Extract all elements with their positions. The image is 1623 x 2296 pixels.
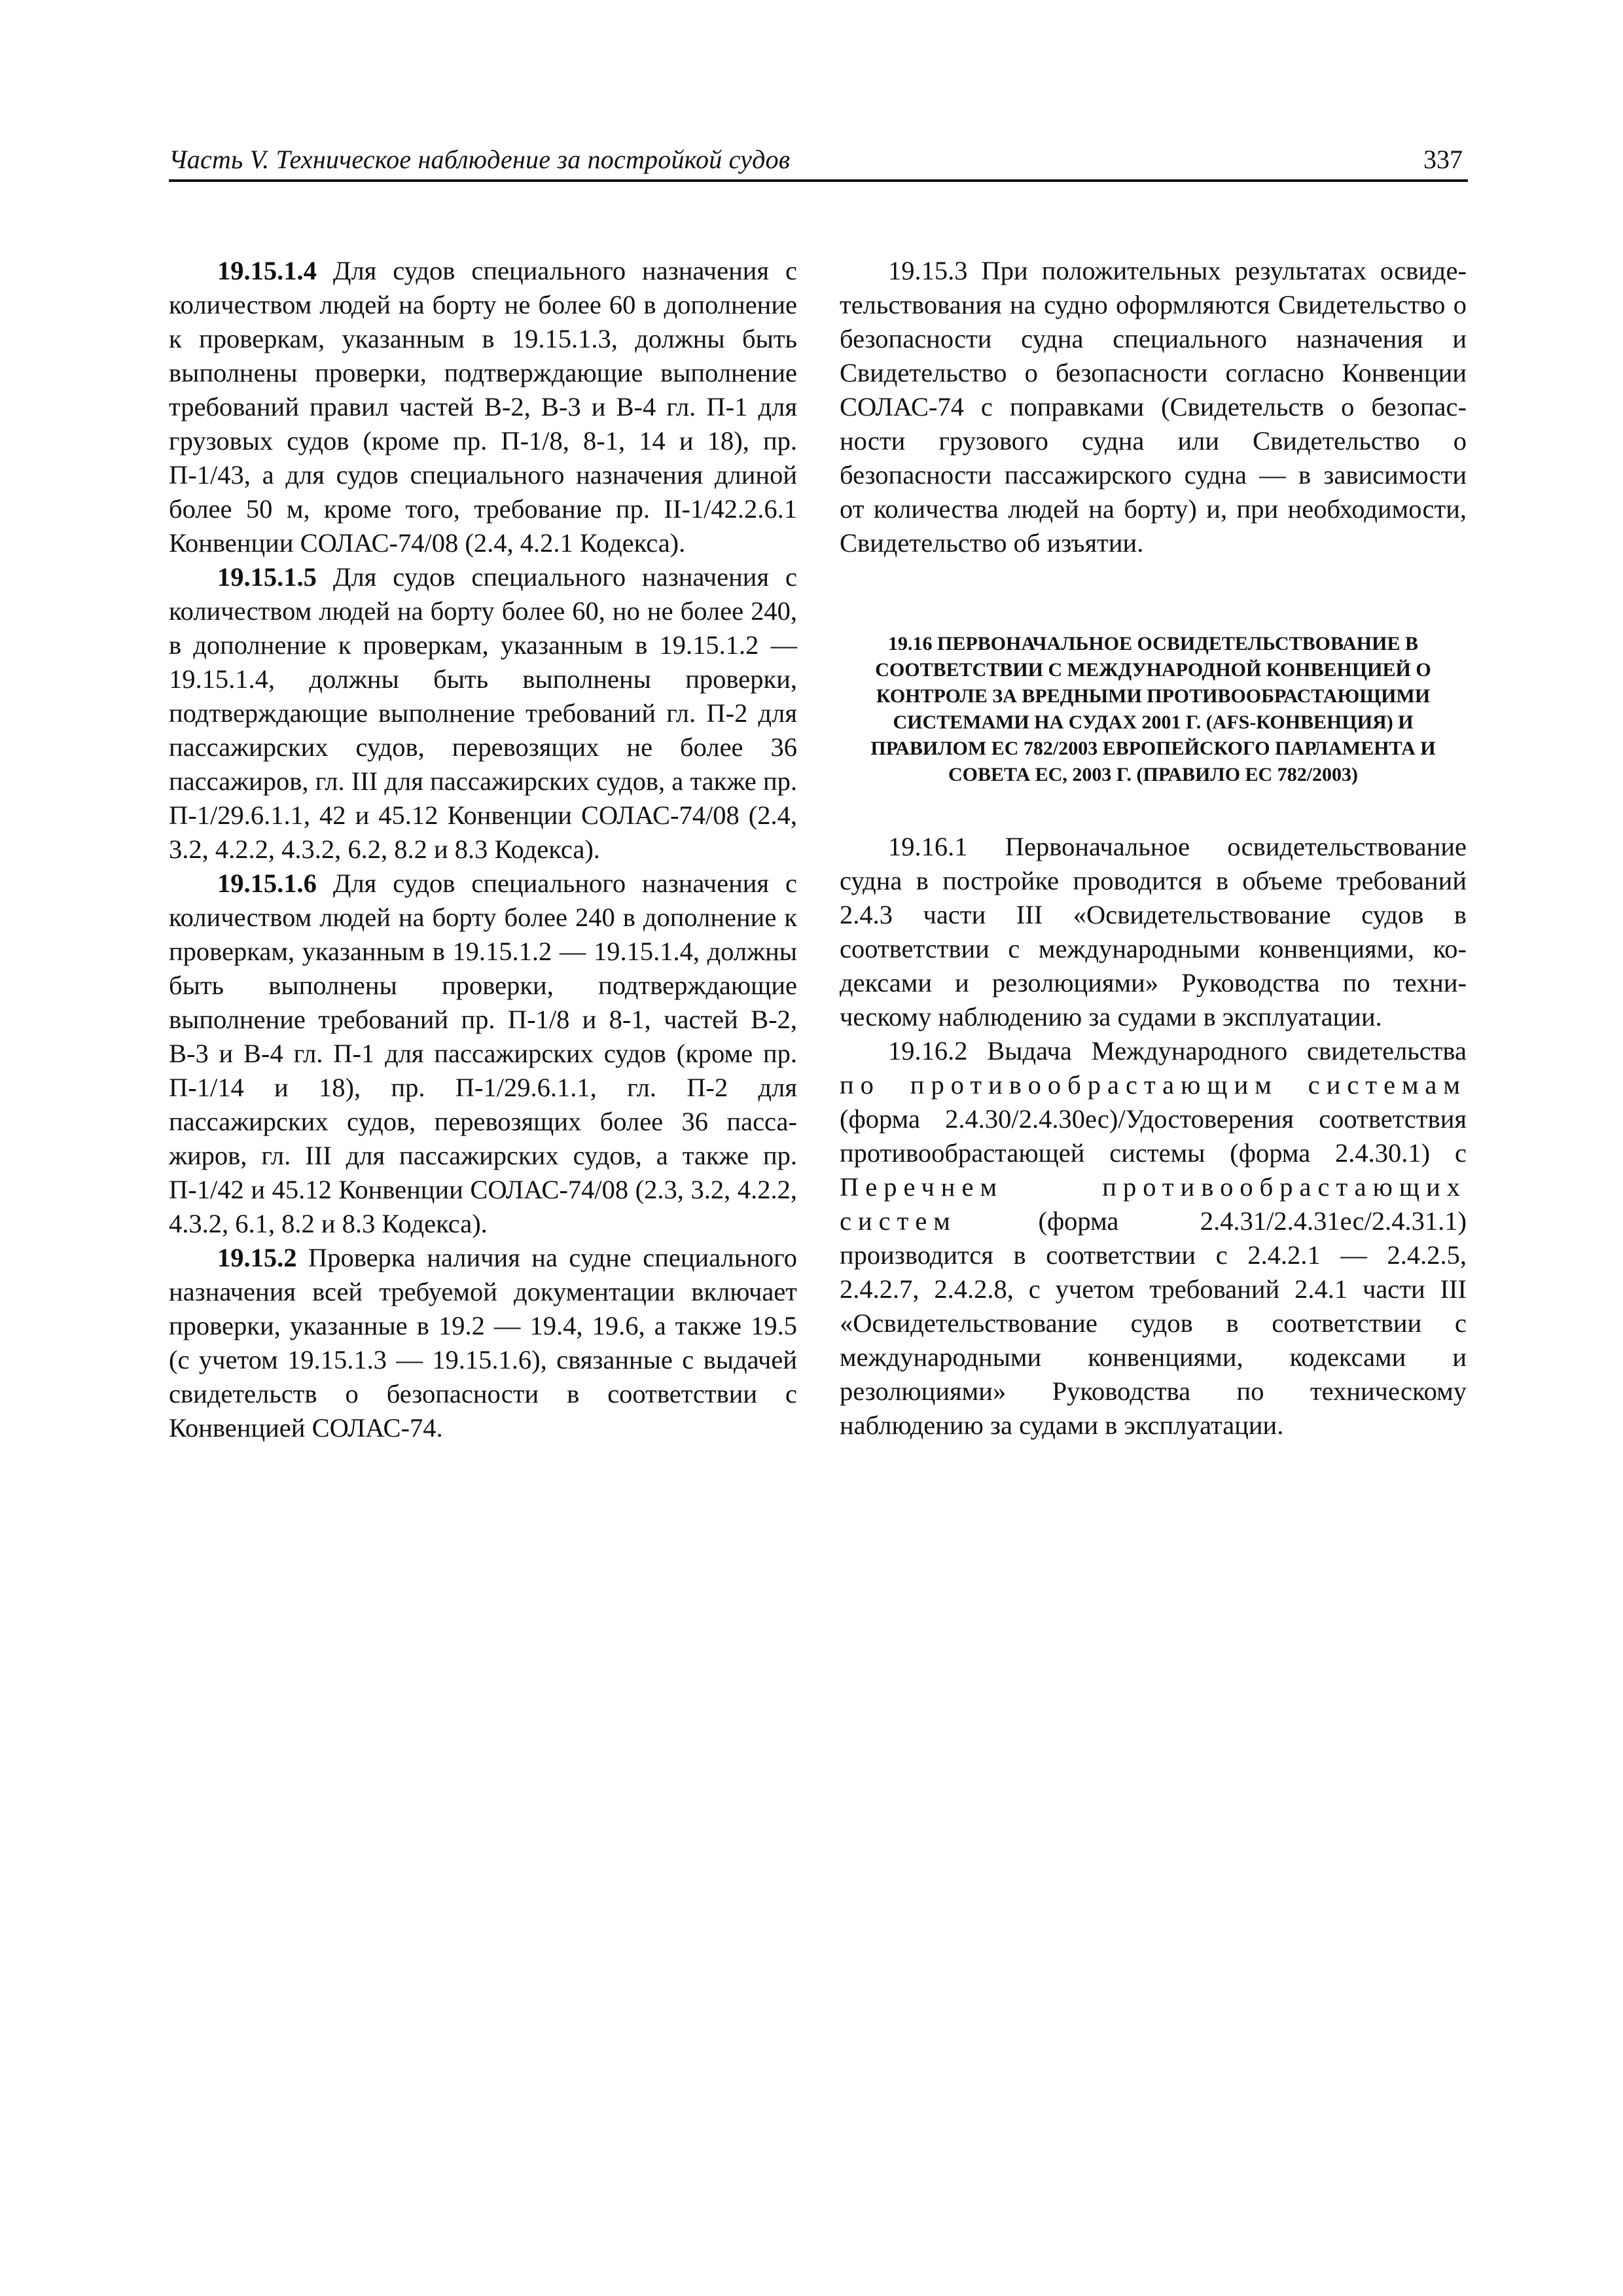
paragraph-19-15-1-5 [169,560,797,867]
paragraph-19-16-1 [840,830,1467,1034]
paragraph-number: 19.15.1.5 [217,562,317,592]
paragraph-19-16-2 [840,1034,1467,1443]
paragraph-19-15-3 [840,254,1467,560]
paragraph-number: 19.15.2 [217,1243,297,1272]
paragraph-number: 19.16.2 [888,1036,968,1066]
paragraph-text: (форма 2.4.30/2.4.30ес)/Удостоверения соответствия противообрастающей системы (форма 2.4.30.1) с [840,1104,1467,1168]
paragraph-number: 19.15.1.4 [217,256,317,285]
paragraph-19-15-1-4 [169,254,797,560]
paragraph-number: 19.15.1.6 [217,869,317,898]
paragraph-text: Для судов специального назначения с количеством людей на борту не более 60 в дополнение к проверкам, указанным в 19.15.1.3, должны быть выполнены проверки, подтверждающие выполнение требований правил частей В-2, В-3 и В-4 гл. П-1 для грузовых судов (кроме пр. П-1/8, 8-1, 14 и 18), пр. П-1/43, а для судов специального назначения длиной более 50 м, кроме того, требование пр. II-1/42.2.6.1 Конвенции СОЛАС-74/08 (2.4, 4.2.1 Кодекса). [169,256,797,558]
paragraph-text: При положительных результатах освидетельствования на судно оформляются Свидетельство о безопасности судна специального назначения и Свидетельство о безопасности согласно Конвенции СОЛАС-74 с поправками (Свидетельств о безопасности грузового судна или Свидетельство о безопасности пассажирского судна — в зависимости от количества людей на борту) и, при необходимости, Свидетельство об изъятии. [840,256,1467,558]
page-number: 337 [1423,145,1463,174]
paragraph-text: Для судов специального назначения с количеством людей на борту более 60, но не более 240, в дополнение к проверкам, указанным в 19.15.1.2 — 19.15.1.4, должны быть выполнены проверки, подтверждающие выполнение требований гл. П-2 для пассажирских судов, перевозящих не более 36 пассажиров, гл. III для пассажирских судов, а также пр. П-1/29.6.1.1, 42 и 45.12 Конвенции СОЛАС-74/08 (2.4, 3.2, 4.2.2, 4.3.2, 6.2, 8.2 и 8.3 Кодекса). [169,562,797,864]
running-header [169,143,1468,182]
paragraph-number: 19.15.3 [888,256,968,285]
paragraph-text-spaced: Перечнем противообрастающих систем [840,1172,1467,1236]
paragraph-text: Проверка наличия на судне специального назначения всей требуемой документации включает проверки, указанные в 19.2 — 19.4, 19.6, а также 19.5 (с учетом 19.15.1.3 — 19.15.1.6), связанные с выдачей свидетельств о безопасности в соответствии с Конвенцией СОЛАС-74. [169,1243,797,1443]
paragraph-text: (форма 2.4.31/2.4.31ес/2.4.31.1) производится в соответствии с 2.4.2.1 — 2.4.2.5, 2.4.2.7, 2.4.2.8, с учетом требований 2.4.1 части III «Освидетельствование судов в соответствии с международными конвенциями, кодексами и резолюциями» Руководства по техническому наблюдению за судами в эксплуатации. [840,1206,1467,1440]
paragraph-text: Для судов специального назначения с количеством людей на борту более 240 в дополнение к проверкам, указанным в 19.15.1.2 — 19.15.1.4, должны быть выполнены проверки, подтверждающие выполнение требований пр. П-1/8 и 8-1, частей В-2, В-3 и В-4 гл. П-1 для пассажирских судов (кроме пр. П-1/14 и 18), пр. П-1/29.6.1.1, гл. П-2 для пассажирских судов, перевозящих более 36 пассажиров, гл. III для пассажирских судов, а также пр. П-1/42 и 45.12 Конвенции СОЛАС-74/08 (2.3, 3.2, 4.2.2, 4.3.2, 6.1, 8.2 и 8.3 Кодекса). [169,869,797,1238]
running-header-title: Часть V. Техническое наблюдение за постройкой судов [169,145,791,174]
paragraph-text: Выдача Международного свидетельства [967,1036,1467,1066]
right-column [840,254,1467,1443]
paragraph-number: 19.16.1 [888,832,968,861]
paragraph-text: Первоначальное освидетельствование судна в постройке проводится в объеме требований 2.4.3 части III «Освидетельствование судов в соответствии с международными конвенциями, кодексами и резолюциями» Руководства по техническому наблюдению за судами в эксплуатации. [840,832,1467,1031]
paragraph-19-15-2 [169,1241,797,1445]
section-heading-19-16: 19.16 ПЕРВОНАЧАЛЬНОЕ ОСВИДЕТЕЛЬСТВОВАНИЕ В СООТВЕТСТВИИ С МЕЖДУНАРОДНОЙ КОНВЕНЦИЕЙ О КОНТРОЛЕ ЗА ВРЕДНЫМИ ПРОТИВООБРАСТАЮЩИМИ СИСТЕМАМИ НА СУДАХ 2001 Г. (AFS-КОНВЕНЦИЯ) И ПРАВИЛОМ ЕС 782/2003 ЕВРОПЕЙСКОГО ПАРЛАМЕНТА И СОВЕТА ЕС, 2003 Г. (ПРАВИЛО ЕС 782/2003) [870,633,1436,785]
paragraph-19-15-1-6 [169,867,797,1241]
paragraph-text-spaced: по противообрастающим системам [840,1070,1467,1100]
left-column [169,254,797,1445]
